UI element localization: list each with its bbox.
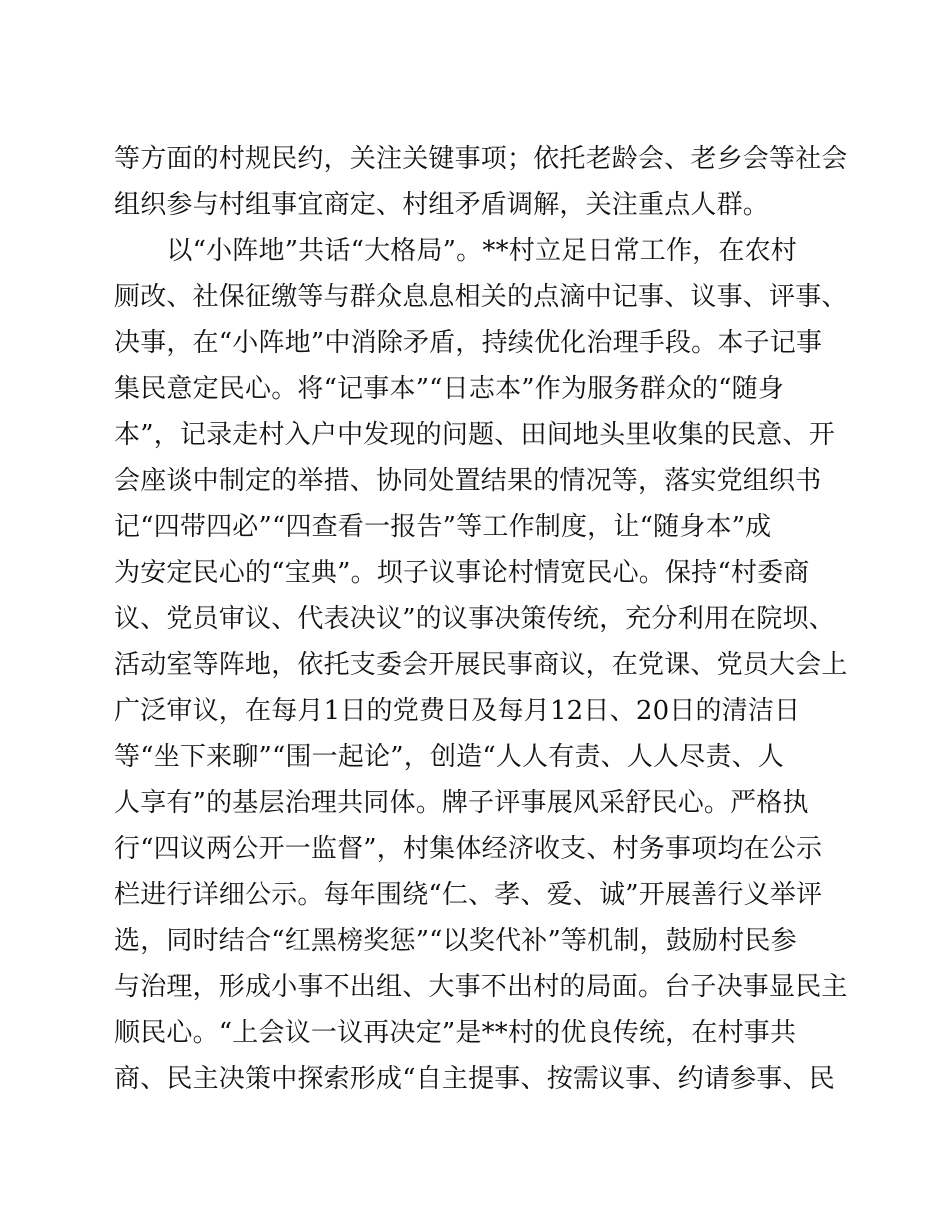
text-line: 厕改、社保征缴等与群众息息相关的点滴中记事、议事、评事、 <box>114 282 848 312</box>
text-line: 商、民主决策中探索形成“自主提事、按需议事、约请参事、民 <box>114 1064 835 1094</box>
text-line: 组织参与村组事宜商定、村组矛盾调解，关注重点人群。 <box>114 190 770 220</box>
text-line: 决事，在“小阵地”中消除矛盾，持续优化治理手段。本子记事 <box>114 328 823 358</box>
text-line: 会座谈中制定的举措、协同处置结果的情况等，落实党组织书 <box>114 466 822 496</box>
text-line: 顺民心。“上会议一议再决定”是**村的优良传统，在村事共 <box>114 1018 797 1048</box>
text-line: 等方面的村规民约，关注关键事项；依托老龄会、老乡会等社会 <box>114 144 848 174</box>
text-line: 集民意定民心。将“记事本”“日志本”作为服务群众的“随身 <box>114 374 785 404</box>
text-line: 选，同时结合“红黑榜奖惩”“以奖代补”等机制，鼓励村民参 <box>114 926 797 956</box>
text-line: 广泛审议，在每月1日的党费日及每月12日、20日的清洁日 <box>114 696 801 726</box>
text-line: 人享有”的基层治理共同体。牌子评事展风采舒民心。严格执 <box>114 788 809 818</box>
text-line: 本”，记录走村入户中发现的问题、田间地头里收集的民意、开 <box>114 420 835 450</box>
text-line: 行“四议两公开一监督”，村集体经济收支、村务事项均在公示 <box>114 834 823 864</box>
text-line: 以“小阵地”共话“大格局”。**村立足日常工作，在农村 <box>114 236 797 266</box>
text-line: 记“四带四必”“四查看一报告”等工作制度，让“随身本”成 <box>114 512 772 542</box>
body-text <box>114 136 848 1102</box>
text-line: 议、党员审议、代表决议”的议事决策传统，充分利用在院坝、 <box>114 604 835 634</box>
text-line: 与治理，形成小事不出组、大事不出村的局面。台子决事显民主 <box>114 972 848 1002</box>
text-line: 活动室等阵地，依托支委会开展民事商议，在党课、党员大会上 <box>114 650 848 680</box>
text-line: 栏进行详细公示。每年围绕“仁、孝、爱、诚”开展善行义举评 <box>114 880 823 910</box>
text-line: 为安定民心的“宝典”。坝子议事论村情宽民心。保持“村委商 <box>114 558 810 588</box>
text-line: 等“坐下来聊”“围一起论”，创造“人人有责、人人尽责、人 <box>114 742 785 772</box>
